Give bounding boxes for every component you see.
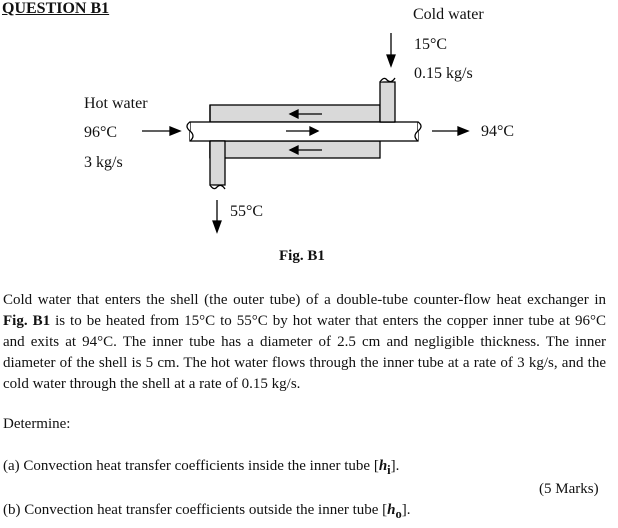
hot-flow-rate: 3 kg/s [84,154,123,171]
problem-statement [3,290,606,395]
figure-reference: Fig. B1 [3,313,51,329]
hot-outlet-temp: 94°C [481,123,515,140]
question-b-text: (b) Convection heat transfer coefficients outside the inner tube [ [3,502,388,518]
subscript-o: o [395,507,402,521]
cold-inlet-arrow [387,33,395,66]
determine-label: Determine: [3,416,71,432]
cold-outlet-arrow [213,200,221,232]
question-a-text: (a) Convection heat transfer coefficients inside the inner tube [ [3,458,379,474]
problem-text-part1: Cold water that enters the shell (the outer tube) of a double-tube counter-flow heat exchanger in [3,292,606,308]
cold-outlet-temp: 55°C [230,203,264,220]
question-b-suffix: ]. [401,502,411,518]
question-b [3,502,411,522]
symbol-h-b: h [387,502,396,518]
hot-outlet-arrow [432,127,468,135]
question-a-suffix: ]. [390,458,400,474]
figure-caption: Fig. B1 [279,248,325,264]
problem-text-part2: is to be heated from 15°C to 55°C by hot water that enters the copper inner tube at 96°C and exits at 94°C. The inner tube has a diameter of 2.5 cm and negligible thickness. The inner diameter of the shell is 5 cm. The hot water flows through the inner tube at a rate of 3 kg/s, and the cold water through the shell at a rate of 0.15 kg/s. [3,313,606,392]
hot-water-label: Hot water [84,95,148,112]
question-heading: QUESTION B1 [2,0,110,17]
question-a-marks: (5 Marks) [539,481,599,497]
cold-flow-rate: 0.15 kg/s [414,65,473,82]
symbol-h-a: h [378,458,388,474]
question-a [3,458,399,478]
subscript-i: i [387,463,391,477]
cold-water-label: Cold water [413,6,484,23]
hot-inlet-arrow [142,127,180,135]
cold-inlet-temp: 15°C [414,36,448,53]
hot-inlet-temp: 96°C [84,124,118,141]
